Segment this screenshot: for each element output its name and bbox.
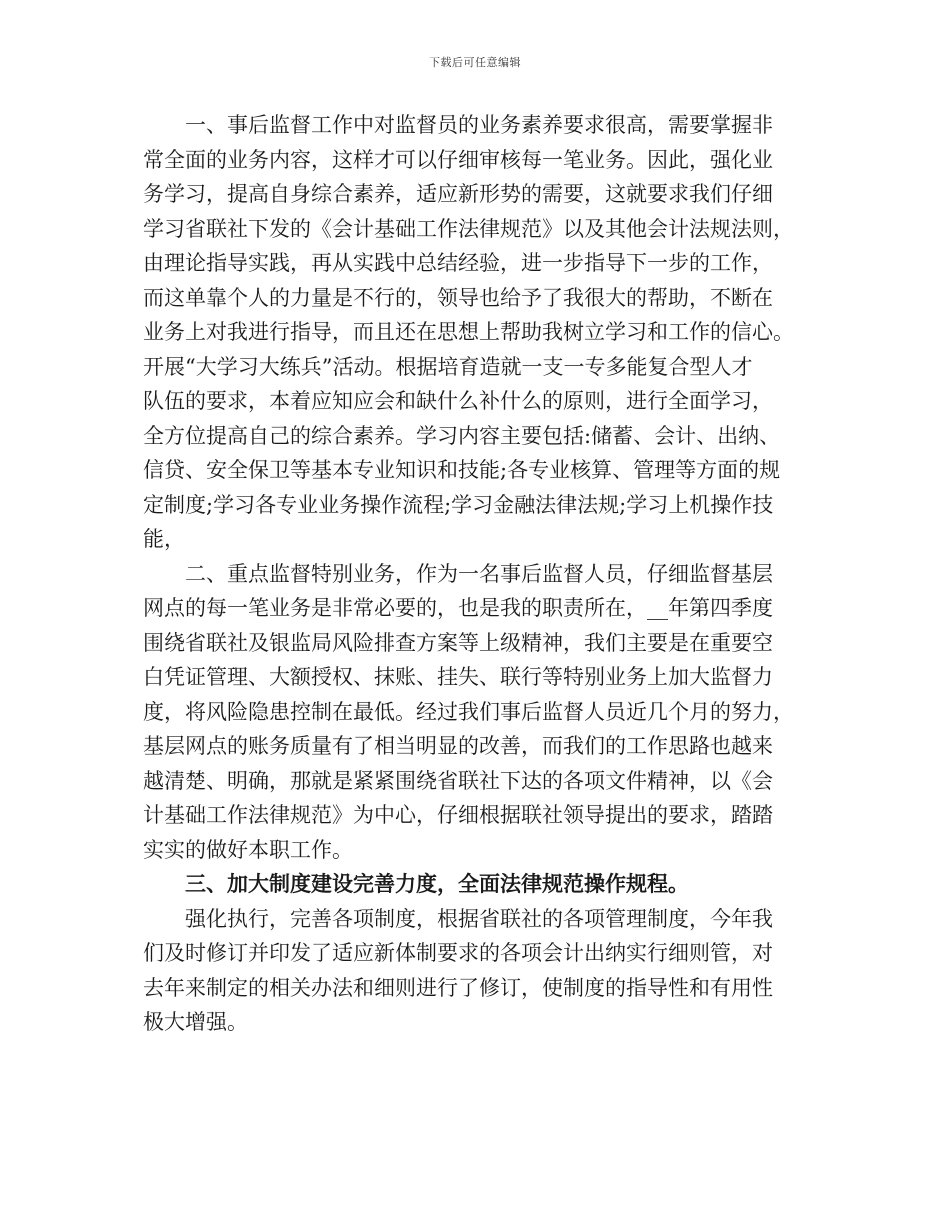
paragraph-1 [143, 108, 808, 557]
text-line: 计基础工作法律规范》为中心，仔细根据联社领导提出的要求，踏踏 [143, 803, 773, 827]
text-line: 极大增强。 [143, 1010, 248, 1034]
paragraph-2 [143, 557, 808, 868]
text-line: 能， [143, 527, 185, 551]
text-line: 基层网点的账务质量有了相当明显的改善，而我们的工作思路也越来 [143, 734, 773, 758]
section-heading-3 [143, 867, 808, 902]
text-line: 学习省联社下发的《会计基础工作法律规范》以及其他会计法规法则， [143, 216, 794, 241]
text-line: 强化执行，完善各项制度，根据省联社的各项管理制度，今年我 [185, 906, 773, 931]
text-line: 度，将风险隐患控制在最低。经过我们事后监督人员近几个月的努力， [143, 699, 794, 724]
text-line: 信贷、安全保卫等基本专业知识和技能;各专业核算、管理等方面的规 [143, 458, 781, 482]
text-line: 开展“大学习大练兵”活动。根据培育造就一支一专多能复合型人才 [143, 354, 753, 379]
document-body [143, 108, 808, 1040]
text-line: 而这单靠个人的力量是不行的，领导也给予了我很大的帮助，不断在 [143, 285, 773, 310]
text-line: 一、事后监督工作中对监督员的业务素养要求很高，需要掌握非 [185, 113, 773, 137]
text-line: 围绕省联社及银监局风险排查方案等上级精神，我们主要是在重要空 [143, 630, 773, 655]
text-line: 由理论指导实践，再从实践中总结经验，进一步指导下一步的工作， [143, 251, 773, 275]
text-line: 定制度;学习各专业业务操作流程;学习金融法律法规;学习上机操作技 [143, 492, 774, 517]
page-header: 下载后可任意编辑 [429, 56, 521, 69]
paragraph-4 [143, 902, 808, 1040]
text-line: 务学习，提高自身综合素养，适应新形势的需要，这就要求我们仔细 [143, 182, 773, 206]
text-line: 业务上对我进行指导，而且还在思想上帮助我树立学习和工作的信心。 [143, 320, 794, 344]
text-line: 越清楚、明确，那就是紧紧围绕省联社下达的各项文件精神，以《会 [143, 768, 773, 793]
text-line: 白凭证管理、大额授权、抹账、挂失、联行等特别业务上加大监督力 [143, 665, 773, 689]
text-line: 实实的做好本职工作。 [143, 837, 353, 862]
text-line: 常全面的业务内容，这样才可以仔细审核每一笔业务。因此，强化业 [143, 147, 773, 172]
heading-line: 三、加大制度建设完善力度，全面法律规范操作规程。 [185, 871, 689, 896]
text-line: 去年来制定的相关办法和细则进行了修订，使制度的指导性和有用性 [143, 975, 773, 1000]
text-line: 全方位提高自己的综合素养。学习内容主要包括:储蓄、会计、出纳、 [143, 423, 781, 448]
text-line: 们及时修订并印发了适应新体制要求的各项会计出纳实行细则管，对 [143, 941, 773, 965]
text-line: 队伍的要求，本着应知应会和缺什么补什么的原则，进行全面学习， [143, 389, 773, 413]
text-line: 网点的每一笔业务是非常必要的，也是我的职责所在，__年第四季度 [143, 596, 773, 620]
text-line: 二、重点监督特别业务，作为一名事后监督人员，仔细监督基层 [185, 561, 773, 586]
